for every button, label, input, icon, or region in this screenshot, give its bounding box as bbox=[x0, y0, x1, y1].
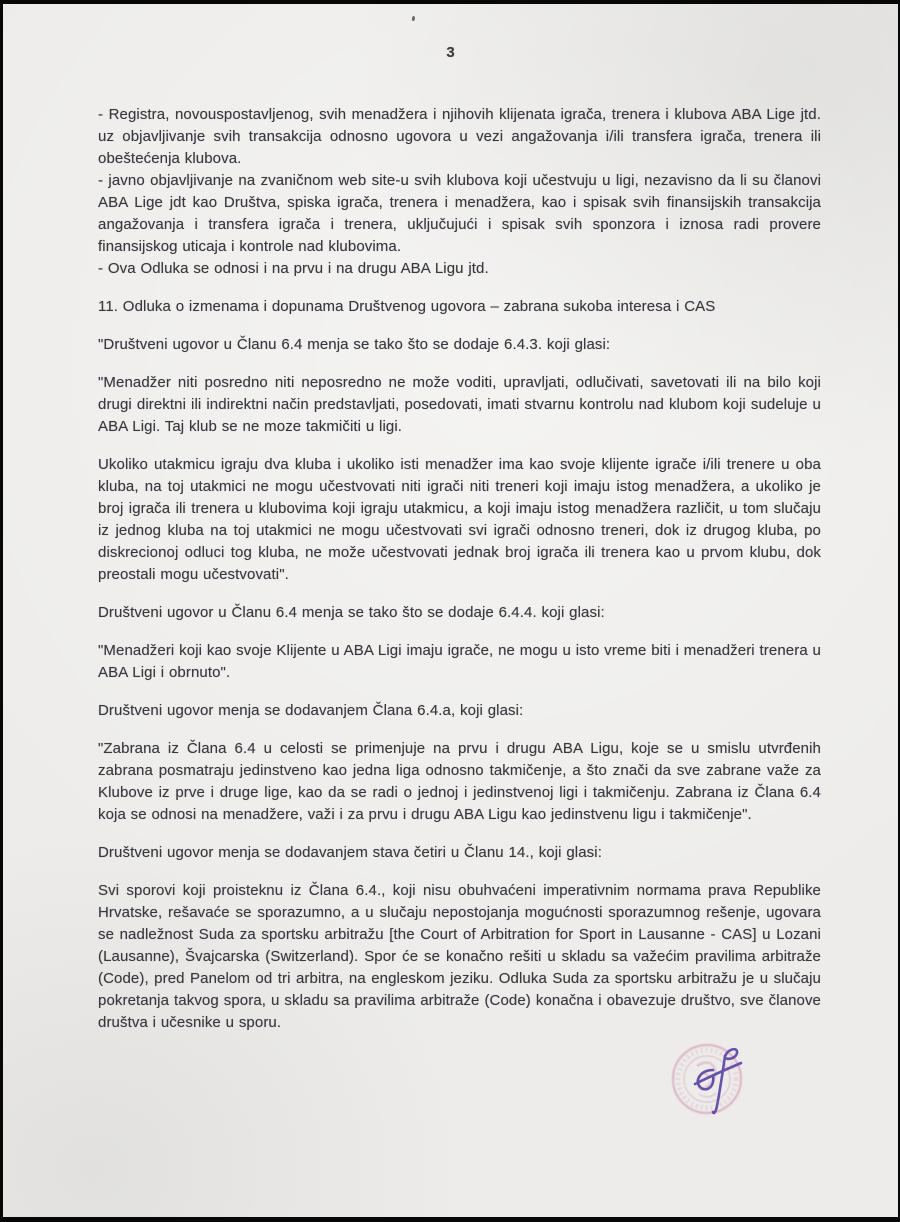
stamp-and-signature bbox=[653, 1032, 768, 1132]
scan-speck bbox=[412, 16, 416, 22]
article-14-intro-paragraph: Društveni ugovor menja se dodavanjem stava četiri u Članu 14., koji glasi: bbox=[98, 844, 602, 861]
page-number: 3 bbox=[446, 44, 455, 61]
bullet-scope-paragraph: - Ova Odluka se odnosi i na prvu i na drugu ABA Ligu jtd. bbox=[98, 260, 489, 277]
clause-643-intro-paragraph: "Društveni ugovor u Članu 6.4 menja se tako što se dodaje 6.4.3. koji glasi: bbox=[98, 336, 611, 353]
clause-643-text-paragraph: "Menadžer niti posredno niti neposredno ne može voditi, upravljati, odlučivati, savetovati ili na bilo koji drugi direktni ili indirektni način predstavljati, posedovati, imati stvarnu kontrolu nad klubom koji sudeluje u ABA Ligi. Taj klub se ne moze takmičiti u ligi. bbox=[98, 374, 821, 435]
clause-64a-intro-paragraph: Društveni ugovor menja se dodavanjem Člana 6.4.a, koji glasi: bbox=[98, 702, 524, 719]
clause-644-text-paragraph: "Menadžeri koji kao svoje Klijente u ABA Ligi imaju igrače, ne mogu u isto vreme biti i menadžeri trenera u ABA Ligi i obrnuto". bbox=[98, 642, 821, 681]
clause-64a-text-paragraph: "Zabrana iz Člana 6.4 u celosti se primenjuje na prvu i drugu ABA Ligu, koje se u smislu utvrđenih zabrana posmatraju jedinstveno kao jedna liga odnosno takmičenje, a što znači da sve zabrane važe za Klubove iz prve i druge lige, kao da se radi o jednoj i jedinstvenoj ligi i takmičenju. Zabrana iz Člana 6.4 koja se odnosi na menadžere, važi i za prvu i drugu ABA Ligu kao jedinstvenu ligu i takmičenje". bbox=[98, 740, 821, 823]
arbitration-paragraph: Svi sporovi koji proisteknu iz Člana 6.4., koji nisu obuhvaćeni imperativnim normama prava Republike Hrvatske, rešavaće se sporazumno, a u slučaju nepostojanja mogućnosti sporazumnog rešenje, ugovara se nadležnost Suda za sportsku arbitražu [the Court of Arbitration for Sport in Lausanne - CAS] u Lozani (Lausanne), Švajcarska (Switzerland). Spor će se konačno rešiti u skladu sa važećim pravilima arbitraže (Code), pred Panelom od tri arbitra, na engleskom jeziku. Odluka Suda za sportsku arbitražu je u slučaju pokretanja takvog spora, u skladu sa pravilima arbitraže (Code) konačna i obavezuje društvo, sve članove društva i učesnike u sporu. bbox=[98, 882, 821, 1031]
clause-644-intro-paragraph: Društveni ugovor u Članu 6.4 menja se tako što se dodaje 6.4.4. koji glasi: bbox=[98, 604, 605, 621]
bullet-publication-paragraph: - javno objavljivanje na zvaničnom web site-u svih klubova koji učestvuju u ligi, nezavisno da li su članovi ABA Lige jdt kao Društva, spiska igrača, trenera i menadžera, kao i spisak svih finansijskih transakcija angažovanja i transfera igrača i trenera, uključujući i spisak svih sponzora i iznosa radi provere finansijskog uticaja i kontrole nad klubovima. bbox=[98, 172, 821, 255]
document-body bbox=[98, 104, 821, 1034]
bullet-registry-paragraph: - Registra, novouspostavljenog, svih menadžera i njihovih klijenata igrača, trenera i klubova ABA Lige jtd. uz objavljivanje svih transakcija odnosno ugovora u vezi angažovanja i/ili transfera igrača, trenera ili obeštećenja klubova. bbox=[98, 106, 821, 167]
match-rule-paragraph: Ukoliko utakmicu igraju dva kluba i ukoliko isti menadžer ima kao svoje klijente igrače i/ili trenere u oba kluba, na toj utakmici ne mogu učestvovati niti igrači niti treneri koji imaju istog menadžera, a ukoliko je broj igrača ili trenera u klubovima koji igraju utakmicu, a koji imaju istog menadžera različit, u tom slučaju iz jednog kluba na toj utakmici ne mogu učestvovati svi igrači odnosno treneri, dok iz drugog kluba, po diskrecionoj odluci tog kluba, ne može učestvovati jednak broj igrača ili trenera kao u prvom klubu, dok preostali mogu učestvovati". bbox=[98, 456, 821, 583]
decision-11-heading: 11. Odluka o izmenama i dopunama Društvenog ugovora – zabrana sukoba interesa i CAS bbox=[98, 298, 716, 315]
